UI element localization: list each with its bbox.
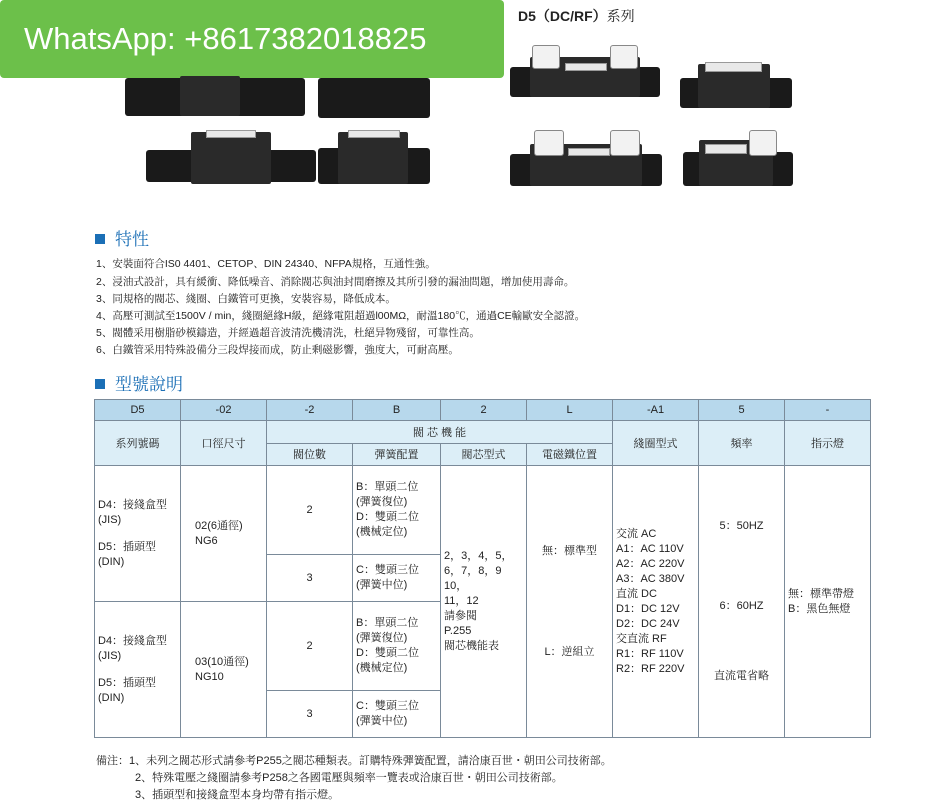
positions-cell: 3	[267, 691, 353, 738]
spool-line: 2，3，4，5，	[444, 550, 513, 562]
spring-line: C：雙頭三位	[356, 700, 419, 712]
series-title	[518, 6, 635, 26]
coil-line: A2：AC 220V	[616, 557, 685, 570]
coil-line: 交直流 RF	[616, 632, 667, 645]
bore-line: 03(10通徑)	[195, 655, 249, 668]
header-solenoid-position: 電磁鐵位置	[527, 443, 613, 466]
feature-item: 4、高壓可測試至1500V / min，綫圈絕緣H級，絕緣電阻超過l00MΩ，耐溫180℃，通過CE輸歐安全認證。	[96, 310, 586, 322]
solenoid-cell	[527, 466, 613, 738]
positions-cell: 2	[267, 466, 353, 555]
note-item: 3、插頭型和接綫盒型本身均帶有指示燈。	[135, 789, 340, 801]
solenoid-standard: 無：標準型	[542, 544, 597, 557]
coil-line: D1：DC 12V	[616, 602, 680, 615]
heading-square-icon	[95, 234, 105, 244]
spool-type-cell	[441, 466, 527, 738]
freq-60: 6：60HZ	[719, 600, 764, 612]
product-photo-7	[510, 130, 662, 190]
header-positions: 閥位數	[267, 443, 353, 466]
model-heading-text: 型號說明	[115, 375, 183, 394]
spring-line: (機械定位)	[356, 526, 408, 538]
series-cell	[95, 602, 181, 738]
feature-item: 1、安裝面符合IS0 4401、CETOP、DIN 24340、NFPA規格，互通性強。	[96, 258, 436, 270]
product-photo-5	[510, 45, 660, 100]
series-line: D5：插頭型	[98, 676, 157, 689]
spool-line: 6，7，8，9	[444, 565, 502, 577]
bore-line: NG10	[195, 670, 224, 683]
header-spring: 彈簧配置	[353, 443, 441, 466]
coil-line: D2：DC 24V	[616, 617, 680, 630]
header-bore: 口徑尺寸	[181, 421, 267, 466]
notes-line-1	[96, 752, 612, 768]
series-line: (DIN)	[98, 555, 125, 568]
positions-cell: 2	[267, 602, 353, 691]
series-line: D5：插頭型	[98, 540, 157, 553]
coil-line: 交流 AC	[616, 527, 657, 540]
feature-item: 6、白鐵管采用特殊設備分三段焊接而成，防止剩磁影響，強度大，可耐高壓。	[96, 344, 459, 356]
notes-label: 備注：	[96, 755, 129, 767]
feature-item: 2、浸油式設計，具有緩衝、降低噪音、消除閥芯與油封間磨擦及其所引發的漏油問題，增加使用壽命。	[96, 276, 575, 288]
header-series: 系列號碼	[95, 421, 181, 466]
solenoid-reverse: L：逆組立	[544, 645, 595, 658]
series-line: D4：接綫盒型	[98, 634, 168, 647]
spring-cell	[353, 555, 441, 602]
freq-dc: 直流電省略	[714, 670, 769, 682]
header-spool-function: 閥 芯 機 能	[267, 421, 613, 444]
spring-line: C：雙頭三位	[356, 564, 419, 576]
coil-line: A1：AC 110V	[616, 542, 684, 555]
spring-line: D：雙頭二位	[356, 511, 419, 523]
coil-line: R2：RF 220V	[616, 662, 685, 675]
coil-line: 直流 DC	[616, 587, 657, 600]
product-photo-4	[318, 128, 430, 188]
spool-line: 請參閱	[444, 610, 477, 622]
note-item: 1、未列之閥芯形式請參考P255之閥芯種類表。訂購特殊彈簧配置，請洽康百世・朝田公司技術部。	[129, 755, 612, 767]
code-freq: 5	[699, 400, 785, 421]
header-indicator: 指示燈	[785, 421, 871, 466]
indicator-cell	[785, 466, 871, 738]
model-code-table	[94, 399, 871, 738]
code-positions: -2	[267, 400, 353, 421]
series-line: (JIS)	[98, 513, 122, 526]
model-heading	[95, 370, 183, 395]
header-freq: 頻率	[699, 421, 785, 466]
code-coil: -A1	[613, 400, 699, 421]
features-heading	[95, 225, 149, 250]
feature-item: 3、同規格的閥芯、綫圈、白鐵管可更換，安裝容易，降低成本。	[96, 293, 396, 305]
product-photo-2	[318, 78, 430, 120]
spring-cell	[353, 466, 441, 555]
feature-item: 5、閥體采用樹脂砂模鑄造，并經過超音波清洗機清洗，杜絕异物殘留，可靠性高。	[96, 327, 480, 339]
code-spring: B	[353, 400, 441, 421]
features-heading-text: 特性	[115, 230, 149, 249]
spring-line: (彈簧中位)	[356, 715, 408, 727]
coil-line: R1：RF 110V	[616, 647, 684, 660]
spool-line: 閥芯機能表	[444, 640, 499, 652]
positions-cell: 3	[267, 555, 353, 602]
coil-cell	[613, 466, 699, 738]
series-cell	[95, 466, 181, 602]
bore-cell-03	[181, 602, 267, 738]
spring-line: B：單頭二位	[356, 481, 419, 493]
note-item: 2、特殊電壓之綫圈請參考P258之各國電壓與頻率一覽表或洽康百世・朝田公司技術部。	[135, 772, 563, 784]
freq-cell	[699, 466, 785, 738]
product-photo-8	[683, 130, 793, 190]
heading-square-icon	[95, 379, 105, 389]
spring-line: (機械定位)	[356, 662, 408, 674]
code-solenoid: L	[527, 400, 613, 421]
header-spool-type: 閥芯型式	[441, 443, 527, 466]
spring-cell	[353, 602, 441, 691]
indicator-line: 無：標準帶燈	[788, 587, 854, 600]
product-photo-3	[146, 128, 316, 188]
code-bore: -02	[181, 400, 267, 421]
spring-line: (彈簧復位)	[356, 496, 408, 508]
spool-line: 10，	[444, 580, 468, 592]
code-indicator: -	[785, 400, 871, 421]
series-title-code: D5（DC/RF）	[518, 8, 607, 24]
bore-line: NG6	[195, 534, 218, 547]
series-title-suffix: 系列	[606, 8, 635, 24]
code-series: D5	[95, 400, 181, 421]
freq-50: 5：50HZ	[719, 520, 764, 532]
bore-line: 02(6通徑)	[195, 519, 243, 532]
series-line: (DIN)	[98, 691, 125, 704]
whatsapp-banner[interactable]: WhatsApp: +8617382018825	[0, 0, 504, 78]
coil-line: A3：AC 380V	[616, 572, 685, 585]
spring-line: B：單頭二位	[356, 617, 419, 629]
product-photo-1	[125, 78, 305, 118]
spool-line: 11，12	[444, 595, 479, 607]
spool-line: P.255	[444, 625, 472, 637]
product-photo-6	[680, 60, 792, 110]
series-line: (JIS)	[98, 649, 122, 662]
spring-line: (彈簧中位)	[356, 579, 408, 591]
spring-cell	[353, 691, 441, 738]
series-line: D4：接綫盒型	[98, 498, 168, 511]
indicator-line: B：黑色無燈	[788, 602, 851, 615]
code-spool: 2	[441, 400, 527, 421]
spring-line: (彈簧復位)	[356, 632, 408, 644]
spring-line: D：雙頭二位	[356, 647, 419, 659]
bore-cell-02	[181, 466, 267, 602]
header-coil: 綫圈型式	[613, 421, 699, 466]
